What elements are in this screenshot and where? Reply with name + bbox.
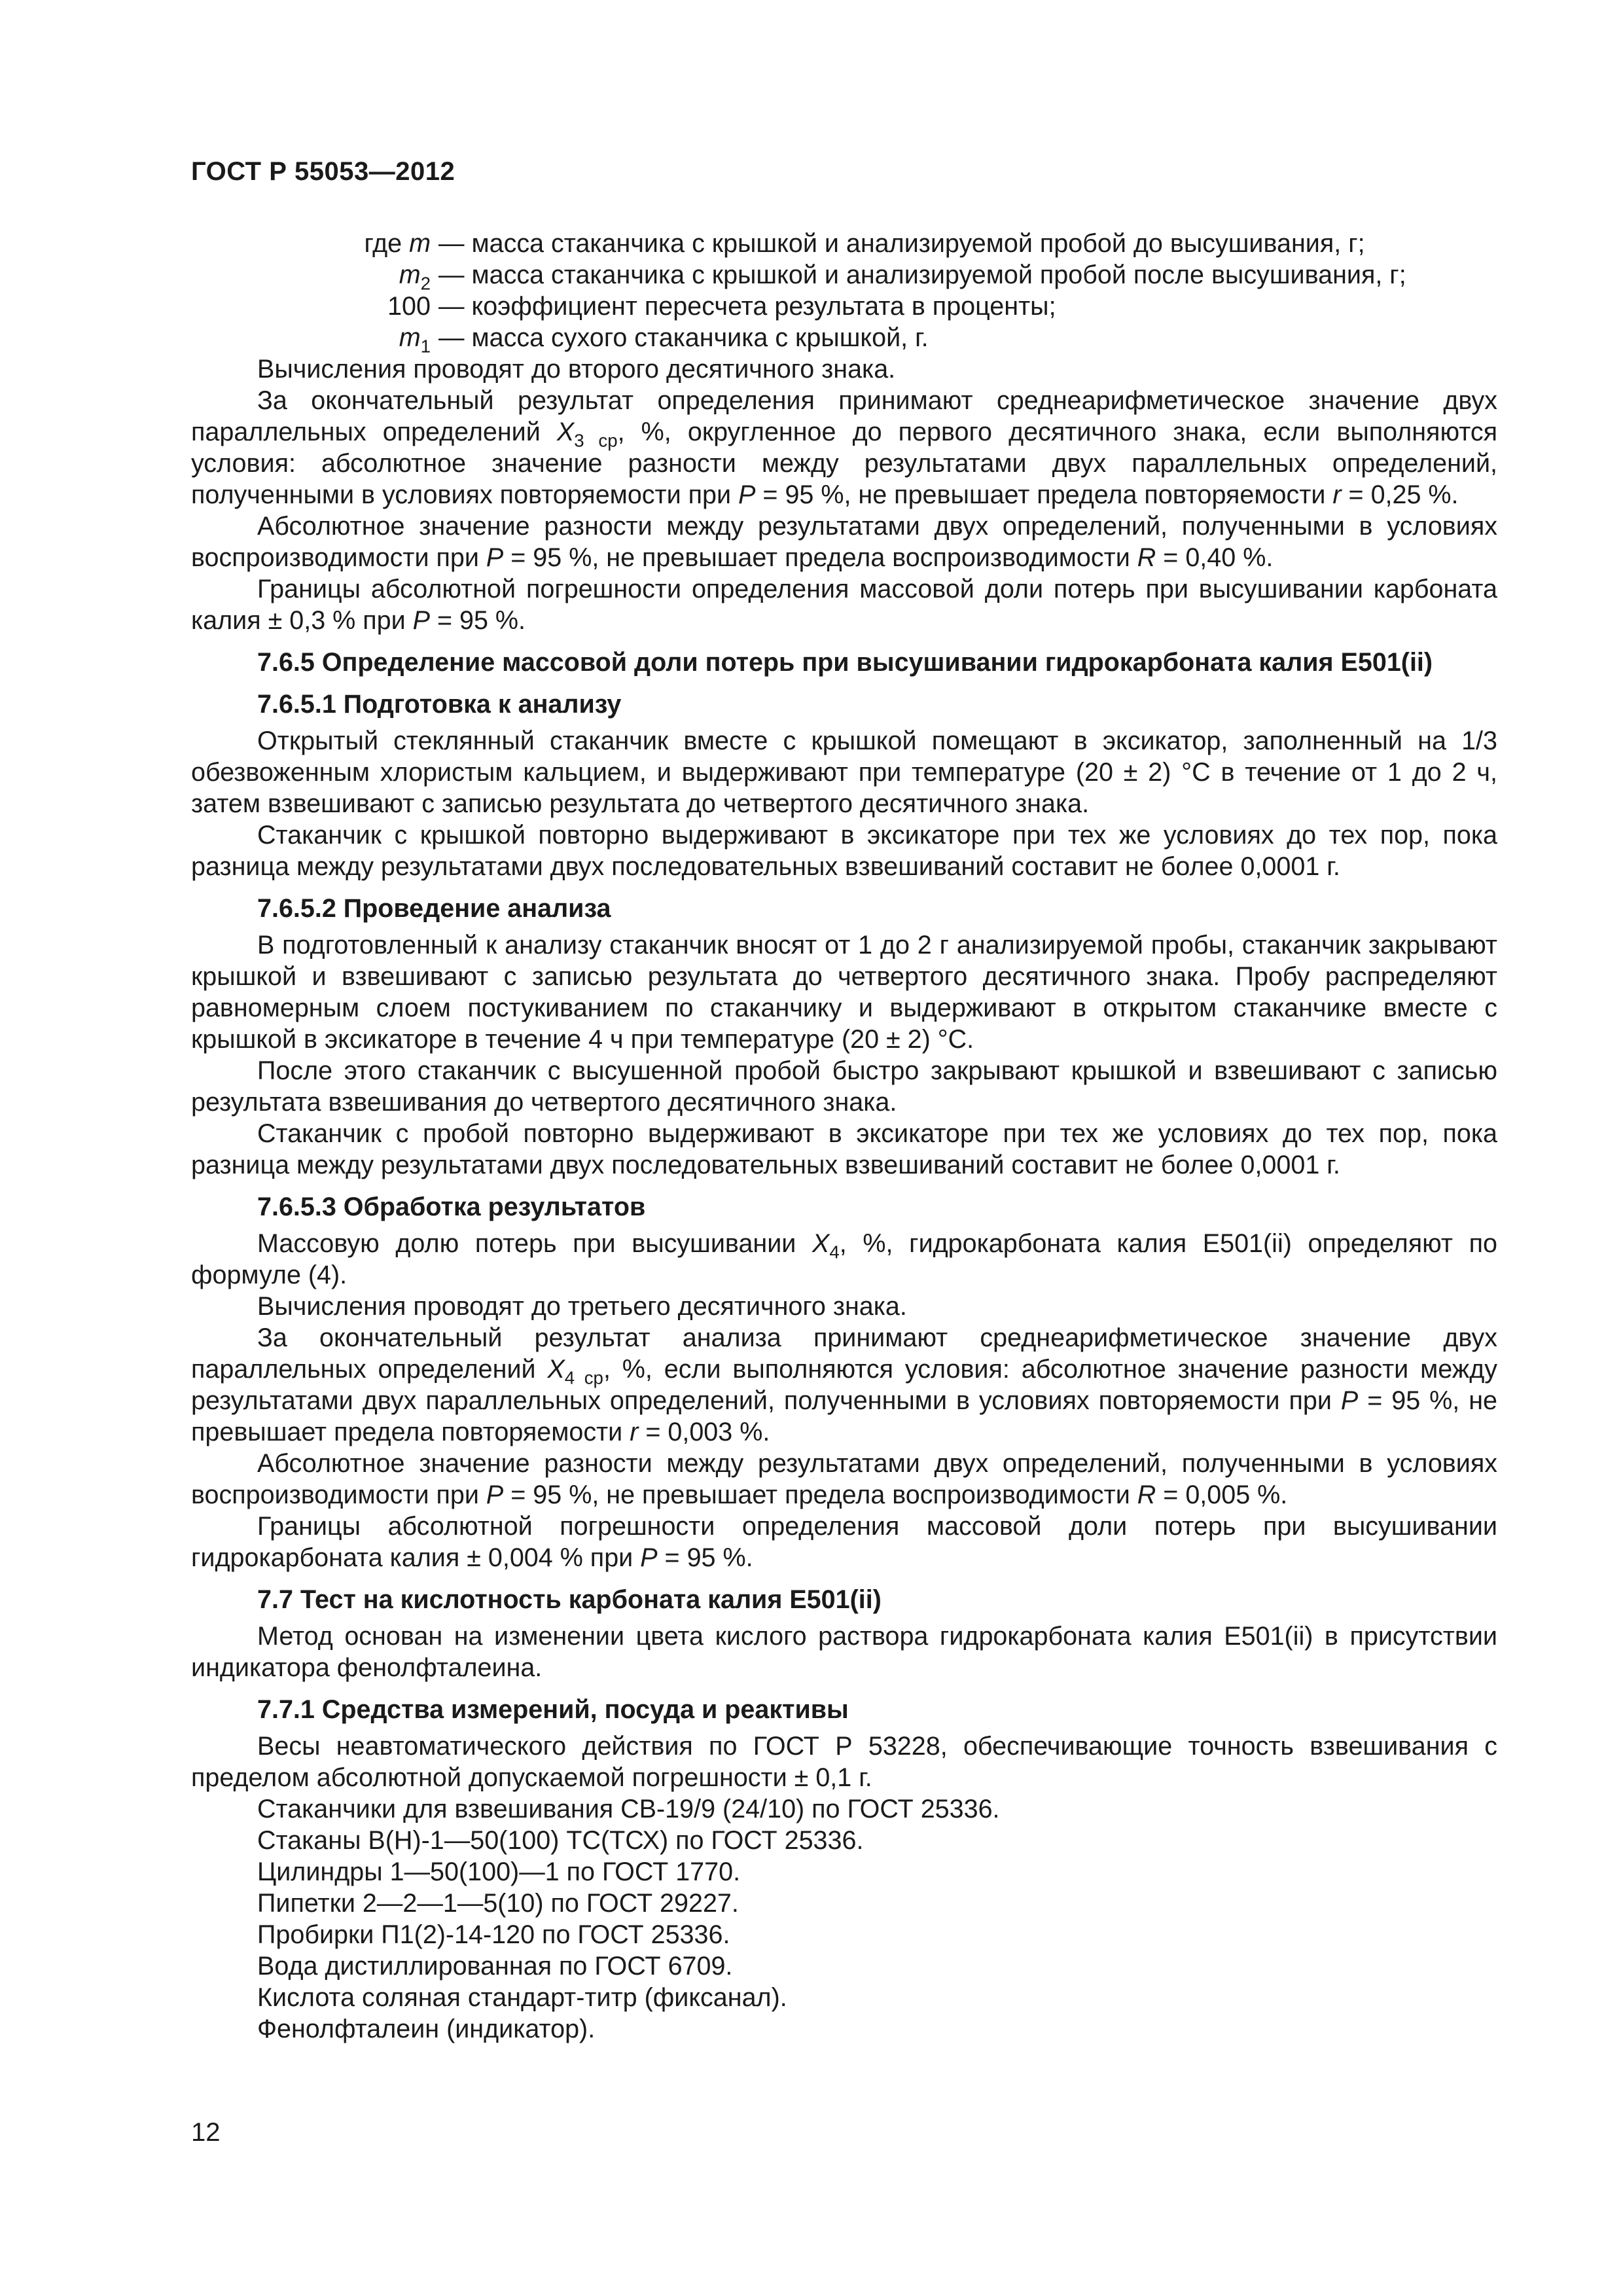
- section-heading-7-6-5: 7.6.5 Определение массовой доли потерь при высушивании гидрокарбоната калия Е501(ii): [257, 648, 1433, 677]
- symbol: m: [399, 260, 421, 289]
- paragraph: Открытый стеклянный стаканчик вместе с крышкой помещают в эксикатор, заполненный на 1/3 обезвоженным хлористым кальцием, и выдерживают при температуре (20 ± 2) °С в течение от 1 до 2 ч, затем взвешивают с записью результата до четвертого десятичного знака.: [191, 726, 1497, 818]
- definition-text: — масса стаканчика с крышкой и анализируемой пробой до высушивания, г;: [438, 229, 1365, 258]
- symbol: m: [409, 229, 431, 258]
- paragraph: Границы абсолютной погрешности определения массовой доли потерь при высушивании гидрокарбоната калия ± 0,004 % при P = 95 %.: [191, 1512, 1497, 1572]
- symbol-subscript: 2: [420, 273, 431, 294]
- paragraph: Границы абсолютной погрешности определения массовой доли потерь при высушивании карбоната калия ± 0,3 % при P = 95 %.: [191, 575, 1497, 635]
- paragraph: Абсолютное значение разности между результатами двух определений, полученными в условиях воспроизводимости при P = 95 %, не превышает предела воспроизводимости R = 0,005 %.: [191, 1449, 1497, 1509]
- page-body: [191, 228, 1497, 2045]
- list-item: Вода дистиллированная по ГОСТ 6709.: [257, 1952, 733, 1981]
- paragraph: После этого стаканчик с высушенной пробой быстро закрывают крышкой и взвешивают с записью результата взвешивания до четвертого десятичного знака.: [191, 1056, 1497, 1117]
- paragraph: За окончательный результат анализа принимают среднеарифметическое значение двух параллельных определений $X_{4 ср}$, %, если выполняются условия: абсолютное значение разности между результатами двух параллельных определений, полученными в условиях повторяемости при P = 95 %, не превышает предела повторяемости r = 0,003 %.: [191, 1323, 1498, 1446]
- list-item: Фенолфталеин (индикатор).: [257, 2015, 596, 2043]
- definition-row: [191, 259, 1497, 294]
- definition-text: — масса сухого стаканчика с крышкой, г.: [438, 323, 929, 352]
- definition-row: [191, 228, 1497, 259]
- variable-definitions: [191, 228, 1497, 357]
- list-item: Кислота соляная стандарт-титр (фиксанал).: [257, 1983, 787, 2012]
- page-number: 12: [191, 2118, 221, 2147]
- paragraph: Вычисления проводят до третьего десятичного знака.: [257, 1292, 907, 1321]
- list-item: Стаканы В(Н)-1—50(100) ТС(ТСХ) по ГОСТ 25336.: [257, 1826, 864, 1855]
- list-item: Пипетки 2—2—1—5(10) по ГОСТ 29227.: [257, 1889, 739, 1918]
- section-heading-7-6-5-1: 7.6.5.1 Подготовка к анализу: [257, 690, 622, 719]
- paragraph: Метод основан на изменении цвета кислого раствора гидрокарбоната калия Е501(ii) в присутствии индикатора фенолфталеина.: [191, 1622, 1497, 1682]
- paragraph: За окончательный результат определения принимают среднеарифметическое значение двух параллельных определений $X_{3 ср}$, %, округленное до первого десятичного знака, если выполняются условия: абсолютное значение разности между результатами двух параллельных определений, полученными в условиях повторяемости при P = 95 %, не превышает предела повторяемости r = 0,25 %.: [191, 386, 1497, 509]
- list-item: Цилиндры 1—50(100)—1 по ГОСТ 1770.: [257, 1857, 741, 1886]
- definition-text: — коэффициент пересчета результата в проценты;: [438, 292, 1056, 321]
- paragraph: Весы неавтоматического действия по ГОСТ Р 53228, обеспечивающие точность взвешивания с пределом абсолютной допускаемой погрешности ± 0,1 г.: [191, 1732, 1497, 1792]
- paragraph: В подготовленный к анализу стаканчик вносят от 1 до 2 г анализируемой пробы, стаканчик закрывают крышкой и взвешивают с записью результата до четвертого десятичного знака. Пробу распределяют равномерным слоем постукиванием по стаканчику и выдерживают в открытом стаканчике вместе с крышкой в эксикаторе в течение 4 ч при температуре (20 ± 2) °С.: [191, 931, 1497, 1054]
- document-header: ГОСТ Р 55053—2012: [191, 157, 455, 186]
- definition-row: [191, 291, 1497, 322]
- symbol-subscript: 1: [420, 336, 431, 357]
- paragraph: Вычисления проводят до второго десятичного знака.: [257, 355, 896, 384]
- paragraph: Массовую долю потерь при высушивании $X_4$, %, гидрокарбоната калия Е501(ii) определяют по формуле (4).: [191, 1229, 1497, 1289]
- paragraph: Абсолютное значение разности между результатами двух определений, полученными в условиях воспроизводимости при P = 95 %, не превышает предела воспроизводимости R = 0,40 %.: [191, 512, 1497, 572]
- definition-intro: где: [364, 229, 402, 258]
- section-heading-7-7-1: 7.7.1 Средства измерений, посуда и реактивы: [257, 1695, 849, 1724]
- symbol: m: [399, 323, 421, 352]
- section-heading-7-6-5-2: 7.6.5.2 Проведение анализа: [257, 894, 611, 923]
- list-item: Стаканчики для взвешивания СВ-19/9 (24/10) по ГОСТ 25336.: [257, 1795, 1000, 1823]
- paragraph: Стаканчик с пробой повторно выдерживают в эксикаторе при тех же условиях до тех пор, пока разница между результатами двух последовательных взвешиваний составит не более 0,0001 г.: [191, 1119, 1497, 1179]
- list-item: Пробирки П1(2)-14-120 по ГОСТ 25336.: [257, 1920, 730, 1949]
- section-heading-7-6-5-3: 7.6.5.3 Обработка результатов: [257, 1193, 646, 1221]
- symbol: 100: [387, 292, 431, 321]
- section-heading-7-7: 7.7 Тест на кислотность карбоната калия Е501(ii): [257, 1585, 882, 1614]
- definition-text: — масса стаканчика с крышкой и анализируемой пробой после высушивания, г;: [438, 260, 1406, 289]
- paragraph: Стаканчик с крышкой повторно выдерживают в эксикаторе при тех же условиях до тех пор, пока разница между результатами двух последовательных взвешиваний составит не более 0,0001 г.: [191, 821, 1497, 881]
- definition-row: [191, 322, 1497, 357]
